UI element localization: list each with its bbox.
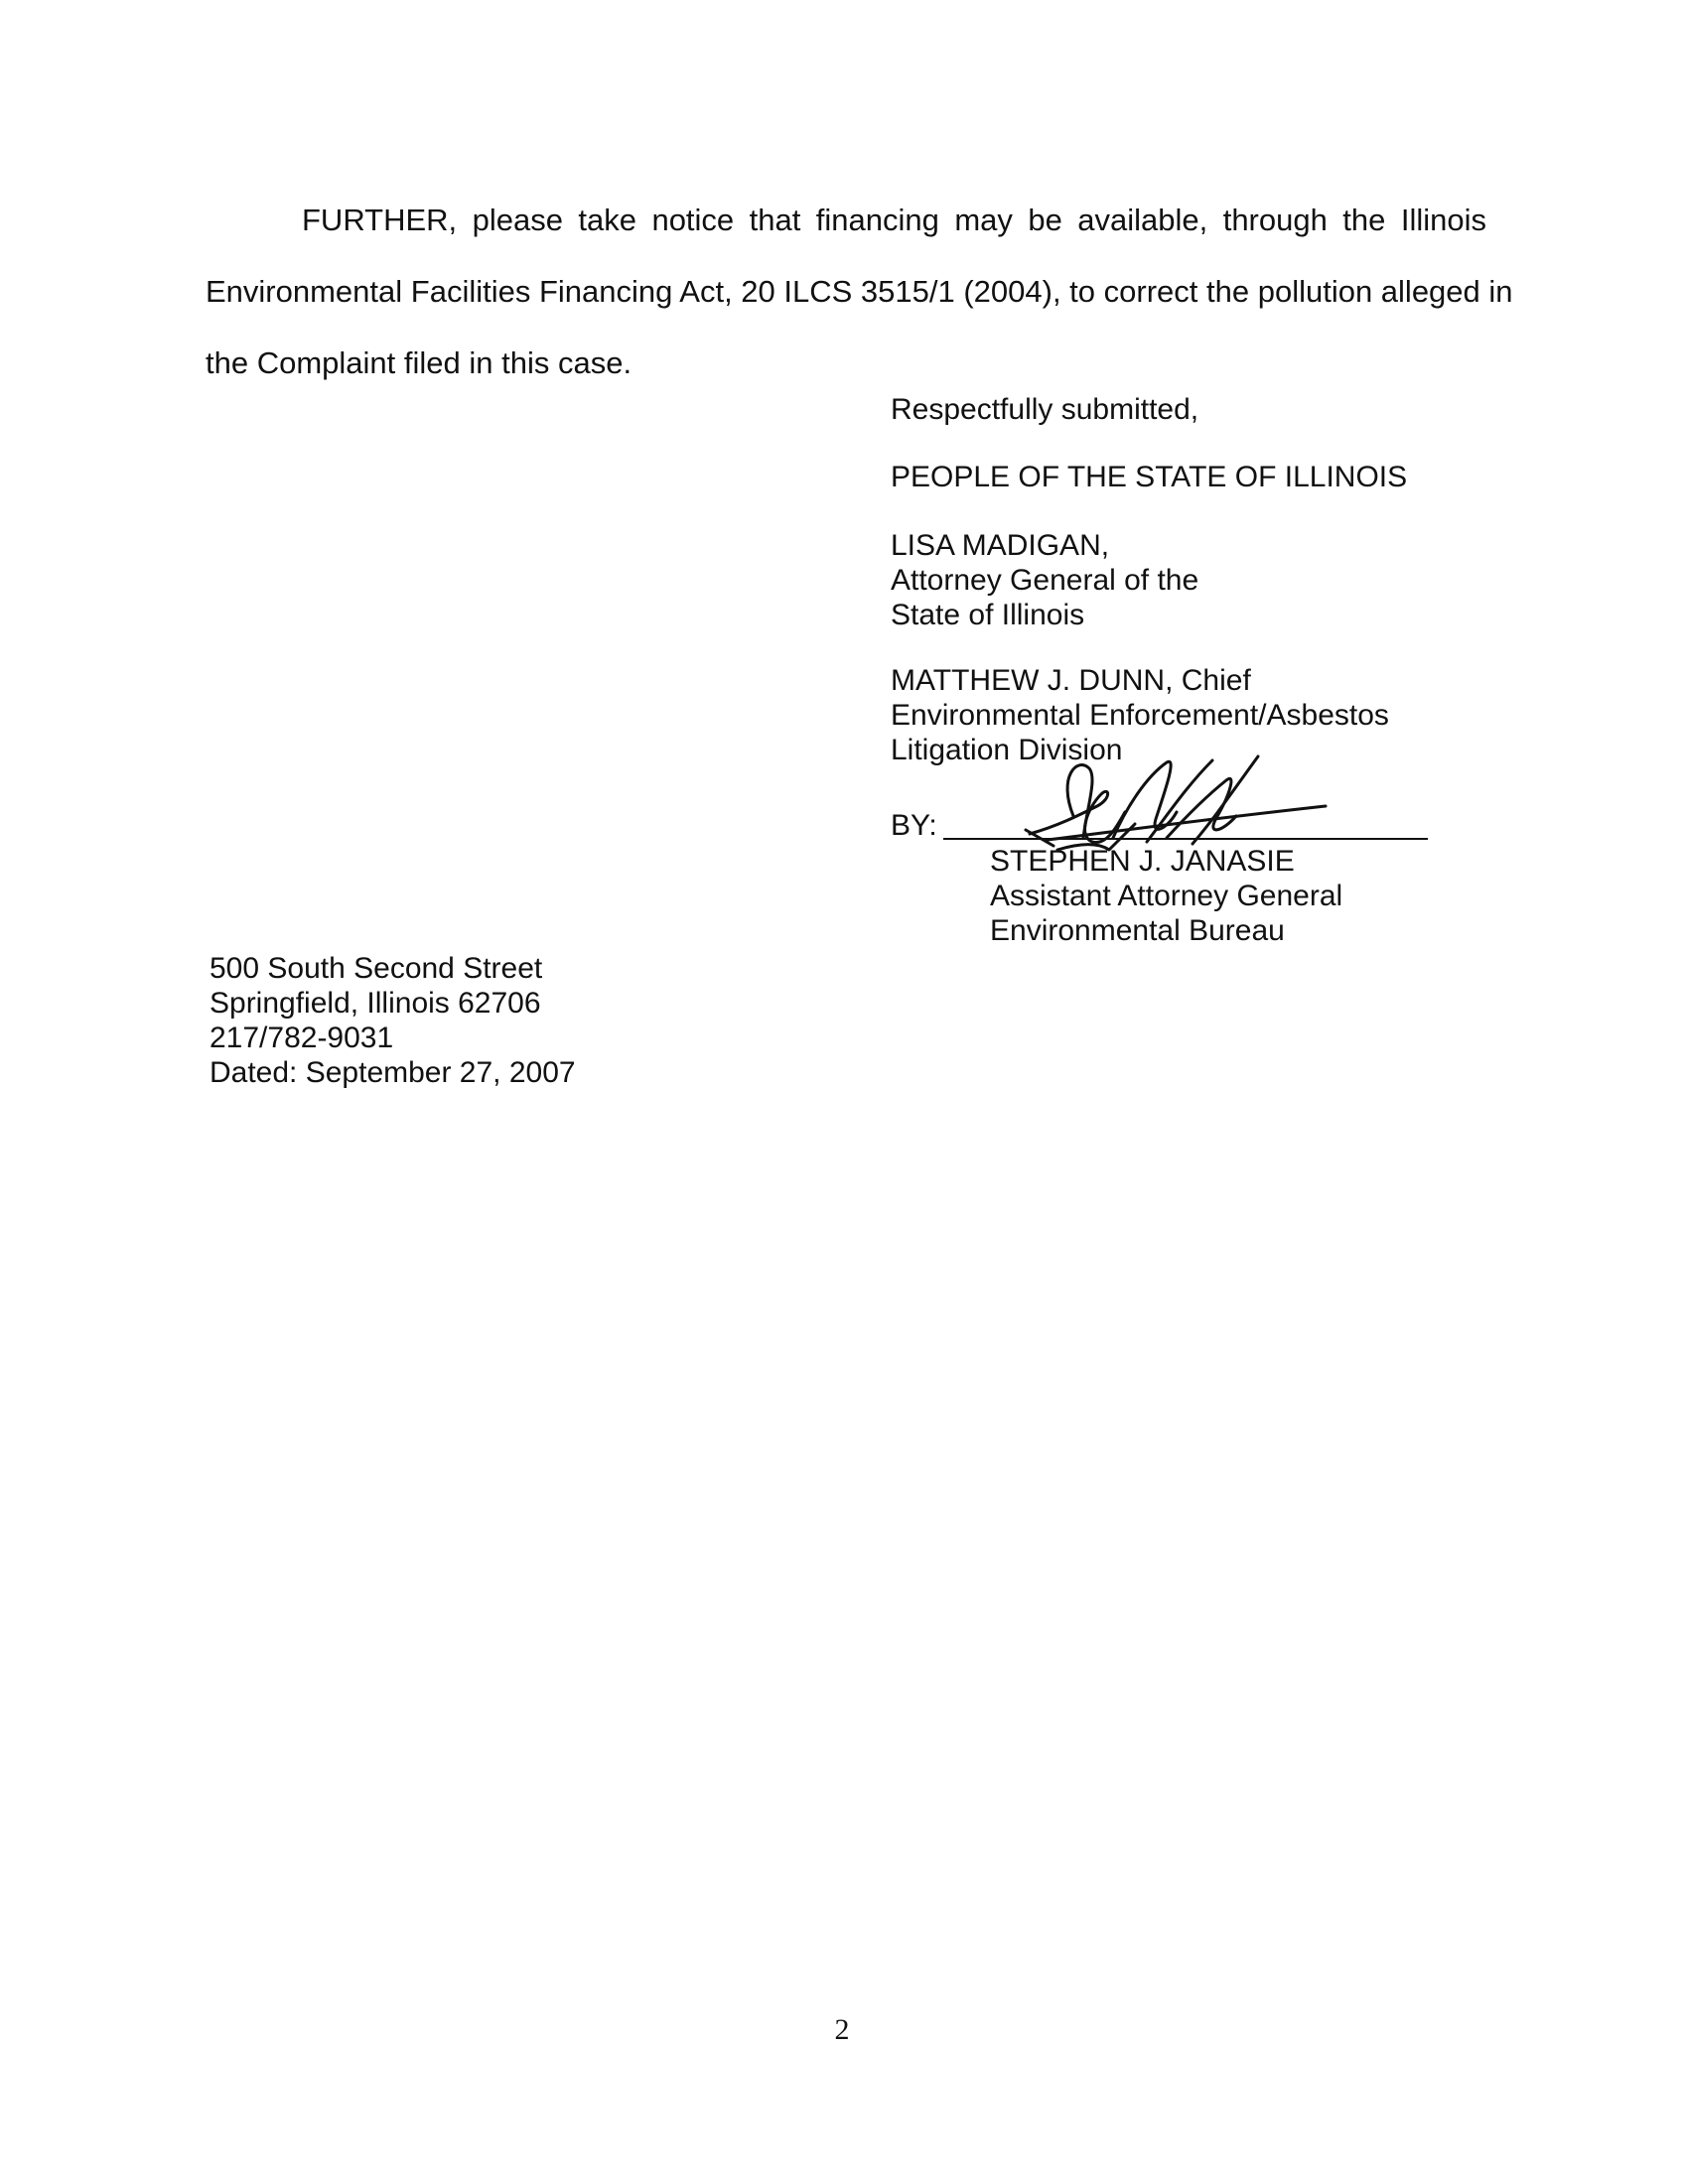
paragraph-line-3: the Complaint filed in this case. [206, 345, 632, 380]
attorney-general-block [891, 528, 1198, 632]
ag-title-line-1: Attorney General of the [891, 564, 1199, 597]
chief-title-line-2: Litigation Division [891, 734, 1123, 766]
signer-name: STEPHEN J. JANASIE [990, 845, 1295, 878]
address-phone: 217/782-9031 [210, 1022, 394, 1054]
chief-name: MATTHEW J. DUNN, Chief [891, 664, 1251, 697]
ag-title-line-2: State of Illinois [891, 599, 1085, 631]
party-name: PEOPLE OF THE STATE OF ILLINOIS [891, 461, 1408, 493]
signer-title-line-2: Environmental Bureau [990, 914, 1285, 947]
notice-paragraph [206, 185, 1513, 399]
address-block [210, 951, 576, 1090]
address-city: Springfield, Illinois 62706 [210, 987, 541, 1020]
page-number: 2 [834, 2013, 850, 2046]
ag-name: LISA MADIGAN, [891, 529, 1110, 562]
signer-title-line-1: Assistant Attorney General [990, 880, 1343, 912]
paragraph-line-1: FURTHER, please take notice that financing may be available, through the Illinois [302, 203, 1486, 237]
closing-text: Respectfully submitted, [891, 393, 1199, 426]
by-label: BY: [891, 809, 937, 842]
chief-title-line-1: Environmental Enforcement/Asbestos [891, 699, 1389, 732]
signer-block [990, 844, 1342, 948]
address-street: 500 South Second Street [210, 952, 543, 985]
paragraph-line-2: Environmental Facilities Financing Act, 20 ILCS 3515/1 (2004), to correct the pollution alleged in [206, 274, 1513, 309]
address-dated: Dated: September 27, 2007 [210, 1056, 576, 1089]
